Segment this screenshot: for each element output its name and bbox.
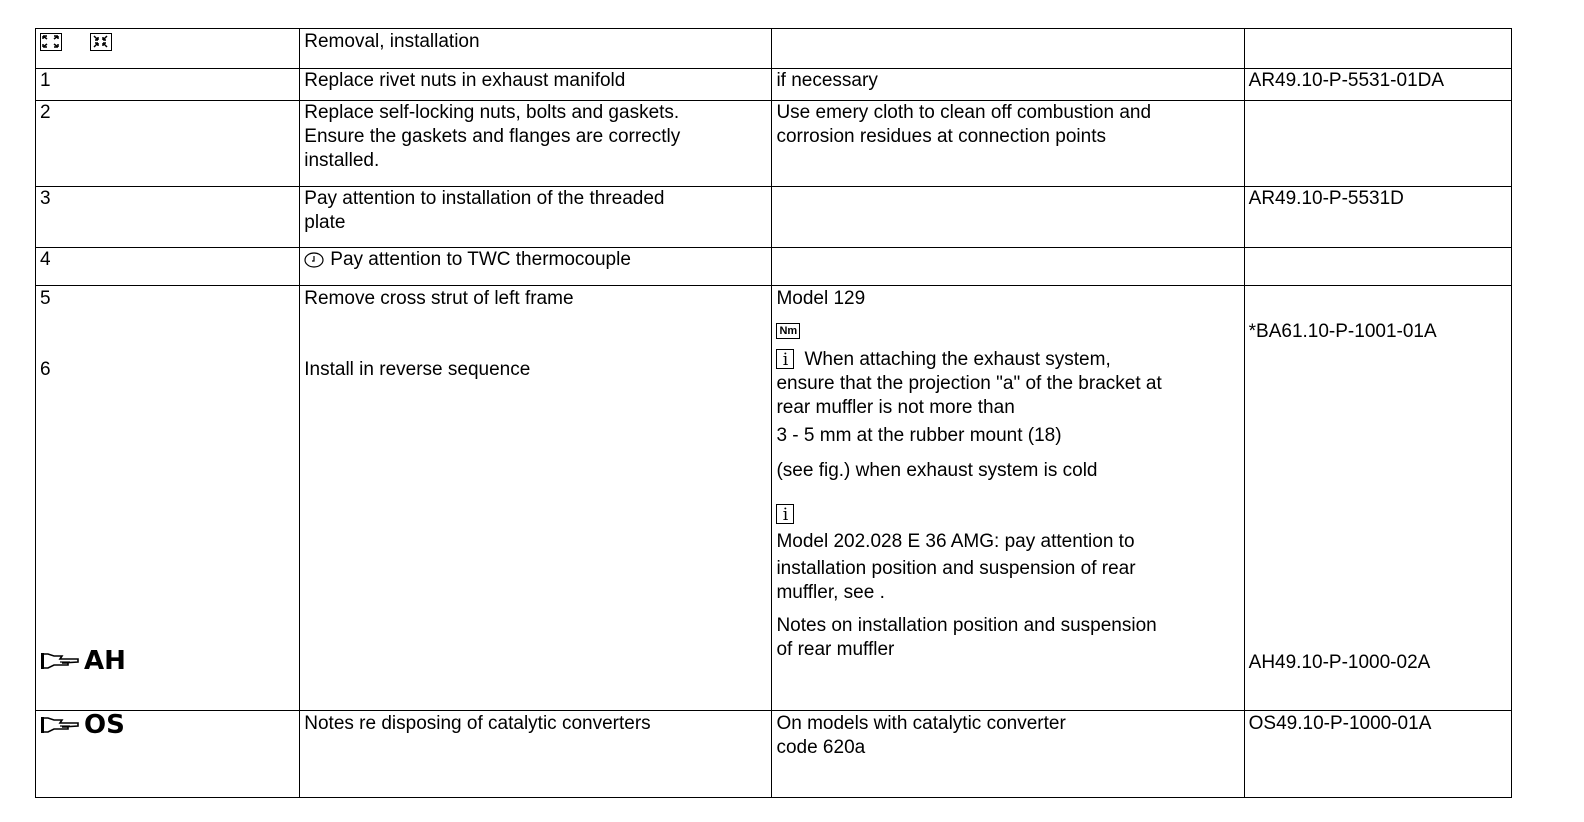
empty-cell [1244,29,1511,69]
step-text: Notes re disposing of catalytic converters [300,711,772,798]
os-reference-marker: OS [40,711,295,739]
row-title-cell: Removal, installation [300,29,772,69]
table-row [36,29,1512,69]
expand-arrows-icon[interactable] [40,33,62,51]
ah-reference-marker: AH [40,647,126,675]
empty-cell [1244,248,1511,286]
step-note: if necessary [772,69,1244,101]
step-text-column: Remove cross strut of left frame Install in reverse sequence [300,286,772,711]
table-row [36,187,1512,248]
table-row [36,711,1512,798]
step-number: 3 [36,187,300,248]
pointing-hand-icon [40,651,82,671]
table-row [36,101,1512,187]
step-note: Use emery cloth to clean off combustion and corrosion residues at connection points [772,101,1244,187]
empty-cell [1244,101,1511,187]
os-reference-cell [36,711,300,798]
empty-cell [772,187,1244,248]
collapse-arrows-icon[interactable] [90,33,112,51]
notes-column: Model 129 Nm i When attaching the exhaust system, ensure that the projection "a" of the bracket at rear muffler is not more than 3 - 5 mm at the rubber mount (18) (see fig.) when exhaust system is cold i Model 202.028 E 36 AMG: pay attention to installation position and suspension of rear muffler, see . Notes on installation position and suspension of rear muffler [772,286,1244,711]
empty-cell [772,29,1244,69]
info-icon[interactable]: i [776,504,794,524]
step-note: On models with catalytic converter code 620a [772,711,1244,798]
empty-cell [772,248,1244,286]
step-reference: AR49.10-P-5531-01DA [1244,69,1511,101]
step-number: 2 [36,101,300,187]
step-text: Pay attention to TWC thermocouple [300,248,772,286]
table-row [36,69,1512,101]
step-reference: AR49.10-P-5531D [1244,187,1511,248]
step-text: Pay attention to installation of the threaded plate [300,187,772,248]
torque-nm-icon[interactable]: Nm [776,323,800,339]
step-text: Replace rivet nuts in exhaust manifold [300,69,772,101]
step-number: 4 [36,248,300,286]
row-icons-cell [36,29,300,69]
reference-column: *BA61.10-P-1001-01A AH49.10-P-1000-02A [1244,286,1511,711]
info-icon[interactable]: i [776,349,794,369]
table-row [36,286,1512,711]
step-reference: OS49.10-P-1000-01A [1244,711,1511,798]
table-row [36,248,1512,286]
step-text: Replace self-locking nuts, bolts and gaskets. Ensure the gaskets and flanges are correctly installed. [300,101,772,187]
step-number: 1 [36,69,300,101]
clock-icon [304,252,324,268]
step-number-column: 5 6 AH [36,286,300,711]
pointing-hand-icon [40,715,82,735]
repair-instructions-table [35,28,1512,798]
